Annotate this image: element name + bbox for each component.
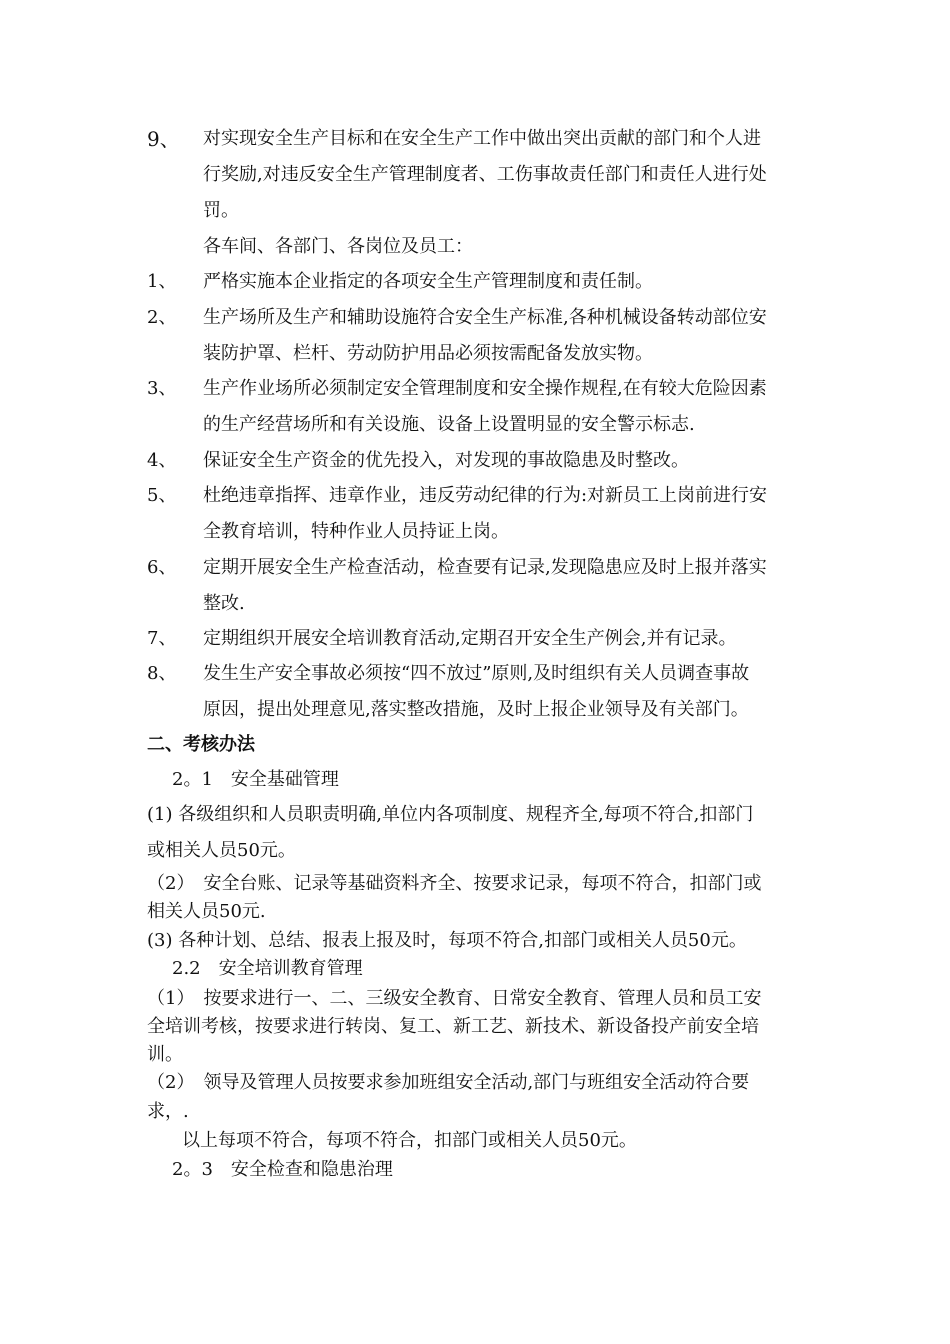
- s21-para-3-line-1: (3) 各种计划、总结、报表上报及时，每项不符合,扣部门或相关人员50元。: [147, 930, 747, 951]
- item-9-line-2: 行奖励,对违反安全生产管理制度者、工伤事故责任部门和责任人进行处: [203, 164, 767, 185]
- s22-para-1-line-1: （1） 按要求进行一、二、三级安全教育、日常安全教育、管理人员和员工安: [147, 988, 762, 1009]
- item-1-line-1: 严格实施本企业指定的各项安全生产管理制度和责任制。: [203, 271, 653, 292]
- s22-para-2-line-2: 求，.: [147, 1101, 189, 1122]
- item-9-number: 9、: [147, 127, 180, 151]
- item-9-line-1: 对实现安全生产目标和在安全生产工作中做出突出贡献的部门和个人进: [203, 128, 761, 149]
- item-2-line-1: 生产场所及生产和辅助设施符合安全生产标准,各种机械设备转动部位安: [203, 307, 767, 328]
- section-heading-assessment: 二、考核办法: [147, 734, 255, 755]
- item-3-line-2: 的生产经营场所和有关设施、设备上设置明显的安全警示标志.: [203, 414, 695, 435]
- item-3-line-1: 生产作业场所必须制定安全管理制度和安全操作规程,在有较大危险因素: [203, 378, 767, 399]
- s21-para-1-line-1: (1) 各级组织和人员职责明确,单位内各项制度、规程齐全,每项不符合,扣部门: [147, 804, 754, 825]
- item-6-line-2: 整改.: [203, 593, 245, 614]
- item-4-number: 4、: [147, 450, 177, 471]
- subsection-2-2-title: 2.2 安全培训教育管理: [172, 958, 363, 979]
- item-7-number: 7、: [147, 628, 177, 649]
- subsection-2-1-title: 2。1 安全基础管理: [172, 769, 339, 790]
- item-8-line-2: 原因，提出处理意见,落实整改措施，及时上报企业领导及有关部门。: [203, 699, 749, 720]
- section-intro: 各车间、各部门、各岗位及员工：: [203, 236, 473, 257]
- item-9-line-3: 罚。: [203, 200, 239, 221]
- s21-para-2-line-2: 相关人员50元.: [147, 901, 266, 922]
- item-1-number: 1、: [147, 271, 177, 292]
- item-5-number: 5、: [147, 485, 177, 506]
- item-6-number: 6、: [147, 557, 177, 578]
- s21-para-1-line-2: 或相关人员50元。: [147, 840, 296, 861]
- s22-para-1-line-3: 训。: [147, 1044, 183, 1065]
- s21-para-2-line-1: （2） 安全台账、记录等基础资料齐全、按要求记录，每项不符合，扣部门或: [147, 873, 762, 894]
- item-5-line-1: 杜绝违章指挥、违章作业，违反劳动纪律的行为:对新员工上岗前进行安: [203, 485, 768, 506]
- item-2-line-2: 装防护罩、栏杆、劳动防护用品必须按需配备发放实物。: [203, 343, 653, 364]
- item-8-line-1: 发生生产安全事故必须按“四不放过”原则,及时组织有关人员调查事故: [203, 663, 750, 684]
- item-7-line-1: 定期组织开展安全培训教育活动,定期召开安全生产例会,并有记录。: [203, 628, 737, 649]
- s22-para-1-line-2: 全培训考核，按要求进行转岗、复工、新工艺、新技术、新设备投产前安全培: [147, 1016, 759, 1037]
- item-8-number: 8、: [147, 663, 177, 684]
- item-4-line-1: 保证安全生产资金的优先投入，对发现的事故隐患及时整改。: [203, 450, 689, 471]
- item-3-number: 3、: [147, 378, 177, 399]
- item-5-line-2: 全教育培训，特种作业人员持证上岗。: [203, 521, 509, 542]
- s22-note: 以上每项不符合，每项不符合，扣部门或相关人员50元。: [182, 1130, 637, 1151]
- item-6-line-1: 定期开展安全生产检查活动，检查要有记录,发现隐患应及时上报并落实: [203, 557, 767, 578]
- s22-para-2-line-1: （2） 领导及管理人员按要求参加班组安全活动,部门与班组安全活动符合要: [147, 1072, 750, 1093]
- subsection-2-3-title: 2。3 安全检查和隐患治理: [172, 1159, 393, 1180]
- item-2-number: 2、: [147, 307, 177, 328]
